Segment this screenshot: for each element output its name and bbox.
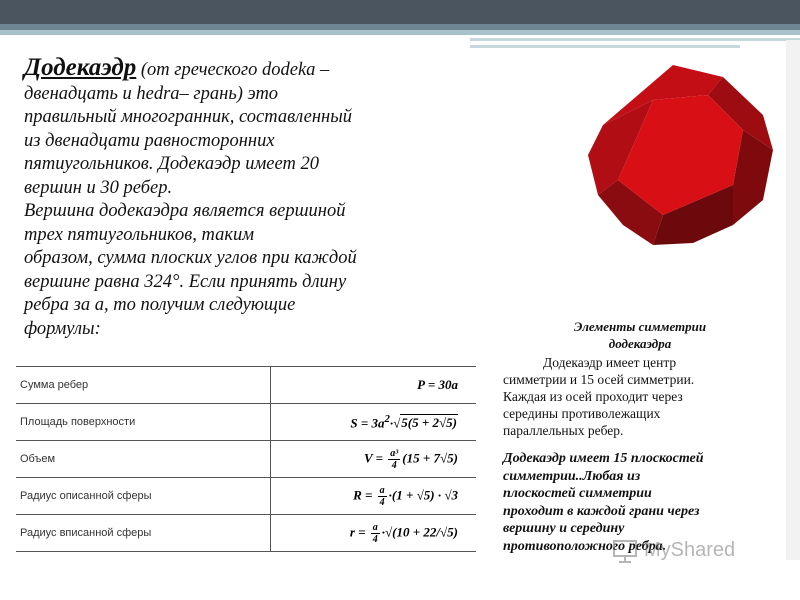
symmetry-line: симметрии..Любая из [503,468,641,484]
formula-value: V = $\frac{\text{a³}}{4}$ (15 + 7√5) [271,441,477,478]
formula-value: r = $\frac{a}{4}$ ·√(10 + 22/√5) [271,515,477,552]
symmetry-line: Додекаэдр имеет 15 плоскостей [503,451,704,466]
top-stripe-light [0,30,800,35]
intro-line: вершине равна 324°. Если принять длину [24,271,347,292]
right-edge-shadow [786,40,800,560]
decor-line [470,38,800,41]
table-row [16,478,476,515]
symmetry-line: Додекаэдр имеет центр [543,355,677,370]
table-row [16,404,476,441]
slide-title: Додекаэдр [24,54,137,81]
symmetry-line: симметрии и 15 осей симметрии. [503,372,695,387]
watermark-text: MyShared [644,539,736,561]
intro-line: формулы: [24,318,101,339]
formula-label: Объем [16,441,271,478]
watermark [612,536,782,568]
formula-label: Сумма ребер [16,367,271,404]
formula-label: Площадь поверхности [16,404,271,441]
top-bar [0,0,800,24]
symmetry-text [503,354,783,439]
intro-line: трех пятиугольников, таким [24,224,255,245]
intro-line: вершин и 30 ребер. [24,177,173,198]
intro-line: (от греческого dodeka – [136,60,330,80]
formula-value: P = 30a [271,367,477,404]
formulas-table [16,366,476,552]
intro-text [24,56,464,341]
table-row [16,367,476,404]
intro-line: из двенадцати равносторонних [24,130,275,151]
dodecahedron-image [583,55,778,250]
formula-value: $S = 3a^2\cdot√5(5 + 2√5)$ [271,404,477,441]
symmetry-line: Каждая из осей проходит через [503,389,683,404]
intro-line: образом, сумма плоских углов при каждой [24,248,357,268]
formula-value: R = $\frac{a}{4}$ ·(1 + √5) · √3 [271,478,477,515]
symmetry-title: Элементы симметрии додекаэдра [573,319,707,351]
formula-label: Радиус вписанной сферы [16,515,271,552]
formula-label: Радиус описанной сферы [16,478,271,515]
table-row [16,441,476,478]
symmetry-line: середины противолежащих [503,406,661,421]
intro-line: правильный многогранник, составленный [24,107,352,127]
symmetry-line: плоскостей симметрии [503,486,652,501]
intro-line: двенадцать и hedra– грань) это [24,83,279,104]
intro-line: Вершина додекаэдра является вершиной [24,201,346,221]
symmetry-line: вершину и середину [503,521,625,536]
symmetry-line: противоположного ребра. [503,538,667,554]
symmetry-line: параллельных ребер. [503,423,624,438]
symmetry-line: проходит в каждой грани через [503,503,700,519]
intro-line: пятиугольников. Додекаэдр имеет 20 [24,154,319,174]
decor-line [470,45,740,48]
table-row [16,515,476,552]
intro-line: ребра за a, то получим следующие [24,295,296,315]
presentation-icon [612,538,638,564]
